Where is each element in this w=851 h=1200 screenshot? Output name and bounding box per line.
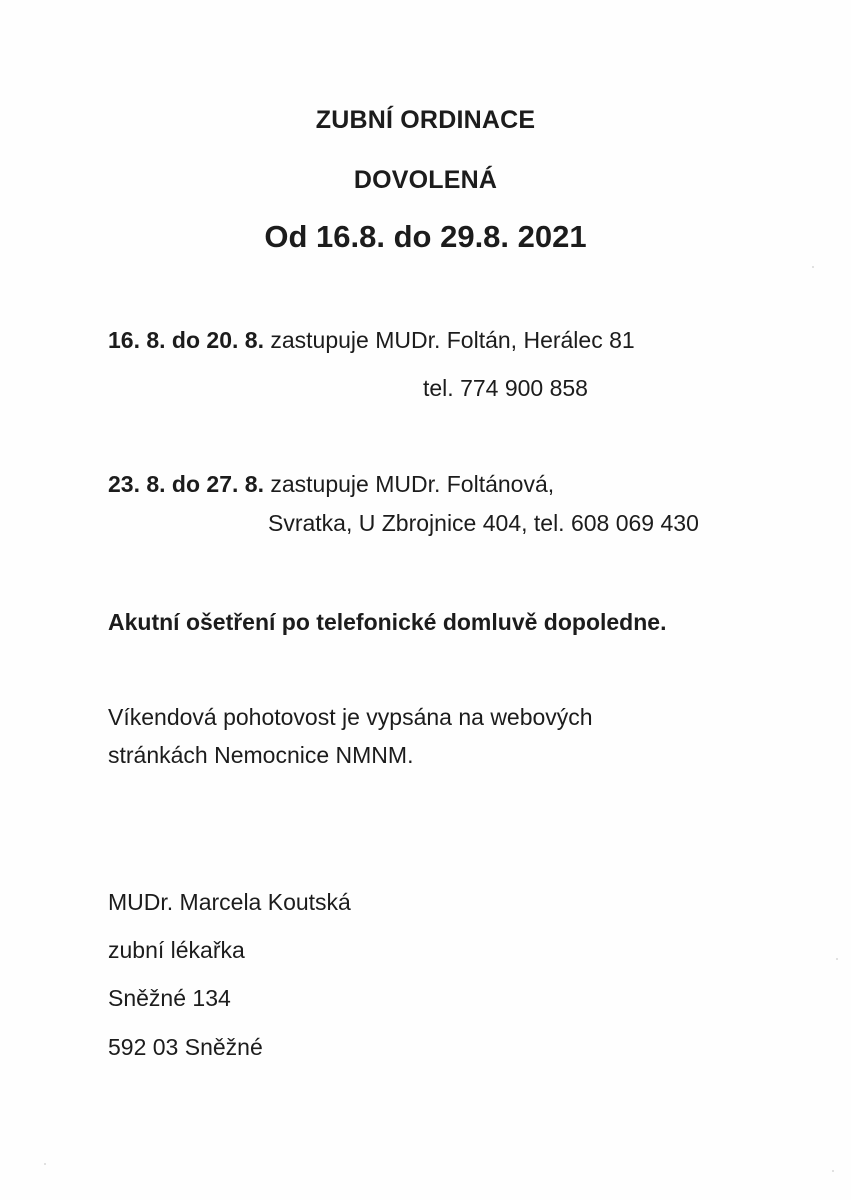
scan-speck	[832, 1170, 834, 1172]
substitution-1-period: 16. 8. do 20. 8.	[108, 327, 264, 353]
signature-city: 592 03 Sněžné	[108, 1034, 263, 1060]
scan-speck	[812, 266, 814, 268]
substitution-2-period: 23. 8. do 27. 8.	[108, 471, 264, 497]
substitution-2-text: zastupuje MUDr. Foltánová,	[263, 471, 555, 497]
signature-street: Sněžné 134	[108, 985, 231, 1011]
weekend-notice-line1: Víkendová pohotovost je vypsána na webových	[108, 704, 593, 730]
signature-name: MUDr. Marcela Koutská	[108, 889, 351, 915]
heading-vacation: DOVOLENÁ	[353, 166, 498, 194]
heading-dates: Od 16.8. do 29.8. 2021	[264, 219, 587, 254]
substitution-1-phone: tel. 774 900 858	[423, 375, 588, 401]
signature-title: zubní lékařka	[108, 937, 245, 963]
acute-notice: Akutní ošetření po telefonické domluvě dopoledne.	[108, 609, 667, 635]
substitution-2	[108, 471, 554, 498]
weekend-notice-line2: stránkách Nemocnice NMNM.	[108, 742, 414, 768]
substitution-1	[108, 327, 635, 354]
heading-clinic: ZUBNÍ ORDINACE	[315, 106, 536, 134]
substitution-2-address: Svratka, U Zbrojnice 404, tel. 608 069 430	[268, 510, 699, 536]
scan-speck	[44, 1163, 46, 1165]
substitution-1-text: zastupuje MUDr. Foltán, Herálec 81	[263, 327, 635, 353]
scan-speck	[836, 958, 838, 960]
